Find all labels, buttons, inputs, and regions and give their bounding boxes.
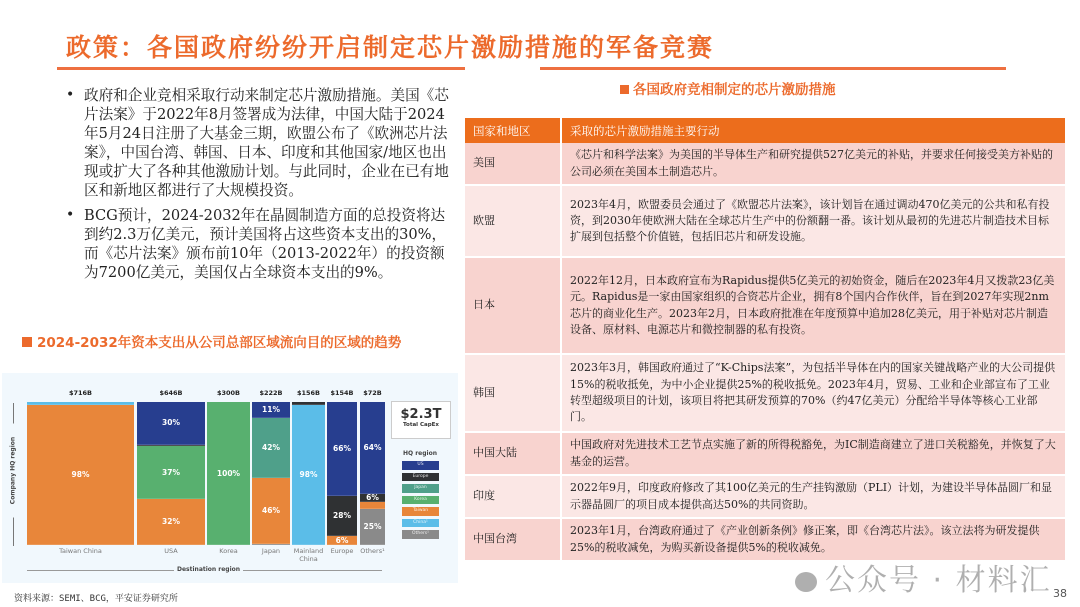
- table-row: [465, 185, 1066, 257]
- header-action: 采取的芯片激励措施主要行动: [561, 118, 1066, 143]
- legend-item: Taiwan: [402, 507, 439, 516]
- cell-action: 2022年9月，印度政府修改了其100亿美元的生产挂钩激励（PLI）计划，为建设半导体晶圆厂和显示器晶圆厂的项目成本提供高达50%的共同资助。: [561, 475, 1066, 518]
- bar-segment: 98%: [27, 405, 134, 545]
- bar-segment: 28%: [327, 496, 357, 536]
- bar-column: [207, 402, 250, 545]
- bar-segment: 11%: [252, 402, 290, 418]
- bar-total-label: $646B: [159, 389, 183, 397]
- table-row: [465, 257, 1066, 354]
- bar-segment: 64%: [360, 402, 385, 494]
- table-header-row: [465, 118, 1066, 143]
- bar-total-label: $72B: [363, 389, 382, 397]
- bar-total-label: $222B: [259, 389, 283, 397]
- title-underline-right: [540, 67, 1006, 70]
- table-row: [465, 432, 1066, 475]
- wechat-bubble-icon: [795, 572, 817, 592]
- bullet-dot-icon: •: [66, 87, 75, 103]
- total-capex-box: [391, 401, 451, 439]
- category-label: Others¹: [360, 547, 385, 555]
- bullet-text: BCG预计，2024-2032年在晶圆制造方面的总投资将达到约2.3万亿美元，预计美国将占这些资本支出的30%，而《芯片法案》颁布前10年（2013-2022年）的投资额为7200亿美元，美国仅占全球资本支出的9%。: [84, 207, 447, 281]
- category-label: Europe: [330, 547, 354, 555]
- cell-action: 中国政府对先进技术工艺节点实施了新的所得税豁免，为IC制造商建立了进口关税豁免，并恢复了大基金的运营。: [561, 432, 1066, 475]
- bar-segment: 37%: [137, 446, 205, 499]
- chart-section-label-text: 2024-2032年资本支出从公司总部区域流向目的区域的趋势: [37, 335, 402, 351]
- bar-segment: 46%: [252, 478, 290, 544]
- category-label: Taiwan China: [59, 547, 102, 555]
- page-title: 政策：各国政府纷纷开启制定芯片激励措施的军备竞赛: [66, 33, 715, 62]
- square-bullet-icon: [620, 85, 629, 94]
- legend-item: Korea: [402, 496, 439, 505]
- bar-total-label: $300B: [216, 389, 241, 397]
- incentive-measures-table: [465, 118, 1067, 562]
- category-label: Mainland China: [293, 547, 324, 563]
- bar-segment: 32%: [137, 499, 205, 545]
- bar-segment: 6%: [327, 536, 357, 545]
- bar-total-label: $716B: [68, 389, 93, 397]
- bar-column: [27, 402, 134, 545]
- category-label: USA: [164, 547, 178, 555]
- cell-action: 《芯片和科学法案》为美国的半导体生产和研究提供527亿美元的补贴，并要求任何接受美方补贴的公司必须在美国本土制造芯片。: [561, 143, 1066, 185]
- cell-action: 2023年1月，台湾政府通过了《产业创新条例》修正案，即《台湾芯片法》。该立法将为研发提供25%的税收减免，为购买新设备提供5%的税收减免。: [561, 518, 1066, 561]
- bar-column: [360, 402, 385, 545]
- watermark-text: 公众号 · 材料汇: [825, 563, 1052, 598]
- watermark: [795, 555, 1052, 599]
- chart-legend: [402, 461, 439, 542]
- chart-section-label: [22, 331, 401, 351]
- legend-item: US: [402, 461, 439, 470]
- bullet-dot-icon: •: [66, 207, 75, 223]
- header-region: 国家和地区: [465, 118, 561, 143]
- cell-region: 中国台湾: [465, 518, 561, 561]
- bar-column: [137, 402, 205, 545]
- bar-segment: 100%: [207, 402, 250, 545]
- cell-region: 欧盟: [465, 185, 561, 257]
- cell-region: 美国: [465, 143, 561, 185]
- cell-region: 印度: [465, 475, 561, 518]
- table-row: [465, 143, 1066, 185]
- category-label: Japan: [261, 547, 281, 555]
- cell-region: 中国大陆: [465, 432, 561, 475]
- bar-segment: 6%: [360, 494, 385, 503]
- bullet-item: [60, 86, 450, 200]
- legend-item: Others¹: [402, 530, 439, 539]
- bar-segment: [252, 544, 290, 545]
- page-number: 38: [1053, 587, 1067, 600]
- bar-column: [292, 402, 325, 545]
- bullet-list: [60, 86, 450, 288]
- table-title: [620, 78, 836, 98]
- cell-region: 韩国: [465, 354, 561, 432]
- source-note: 资料来源：SEMI、BCG，平安证券研究所: [14, 594, 178, 604]
- table-row: [465, 354, 1066, 432]
- bullet-text: 政府和企业竞相采取行动来制定芯片激励措施。美国《芯片法案》于2022年8月签署成为法律，中国大陆于2024年5月24日注册了大基金三期，欧盟公布了《欧洲芯片法案》，中国台湾、韩国、日本、印度和其他国家/地区也出现或扩大了各种其他激励计划。与此同时，企业在已有地区和新地区都进行了大规模投资。: [84, 87, 449, 199]
- bar-total-label: $154B: [330, 389, 354, 397]
- y-axis-label: Company HQ region: [10, 424, 17, 518]
- legend-item: China¹: [402, 519, 439, 528]
- cell-action: 2022年12月，日本政府宣布为Rapidus提供5亿美元的初始资金，随后在2023年4月又拨款23亿美元。Rapidus是一家由国家组织的合资芯片企业，拥有8个国内合作伙伴，旨在到2027年实现2nm芯片的商业化生产。2023年2月，日本政府批准在年度预算中追加28亿美元，用于补贴对芯片制造设备、原材料、电源芯片和微控制器的私有投资。: [561, 257, 1066, 354]
- square-bullet-icon: [22, 337, 32, 347]
- bar-segment: 98%: [292, 405, 325, 545]
- bar-segment: 42%: [252, 418, 290, 478]
- capex-mekko-chart: [2, 373, 458, 583]
- table-row: [465, 475, 1066, 518]
- bar-total-label: $156B: [296, 389, 321, 397]
- bar-segment: 30%: [137, 402, 205, 445]
- cell-region: 日本: [465, 257, 561, 354]
- cell-action: 2023年3月，韩国政府通过了“K-Chips法案”，为包括半导体在内的国家关键战略产业的大公司提供15%的税收抵免，为中小企业提供25%的税收抵免。2023年4月，贸易、工业和企业部宣布了工业转型超级项目的计划，该项目将把其研发预算的70%（约47亿美元）分配给半导体等核心工业部门。: [561, 354, 1066, 432]
- table-title-text: 各国政府竞相制定的芯片激励措施: [633, 82, 836, 98]
- bar-column: [252, 402, 290, 545]
- bar-segment: [360, 502, 385, 509]
- legend-title: HQ region: [403, 450, 437, 457]
- legend-item: Japan: [402, 484, 439, 493]
- bar-segment: 25%: [360, 509, 385, 545]
- x-axis-label: Destination region: [174, 566, 243, 573]
- legend-item: Europe: [402, 473, 439, 482]
- cell-action: 2023年4月，欧盟委员会通过了《欧盟芯片法案》，该计划旨在通过调动470亿美元的公共和私有投资，到2030年使欧洲大陆在全球芯片生产中的份额翻一番。该计划从最初的先进芯片制造技术目标扩展到包括整个价值链，包括旧芯片和研发设施。: [561, 185, 1066, 257]
- bar-column: [327, 402, 357, 545]
- total-capex-value: $2.3T: [400, 407, 442, 422]
- title-underline: [57, 67, 465, 70]
- bullet-item: [60, 206, 450, 282]
- category-label: Korea: [219, 547, 238, 555]
- bar-segment: 66%: [327, 402, 357, 496]
- total-capex-label: Total CapEx: [403, 422, 439, 428]
